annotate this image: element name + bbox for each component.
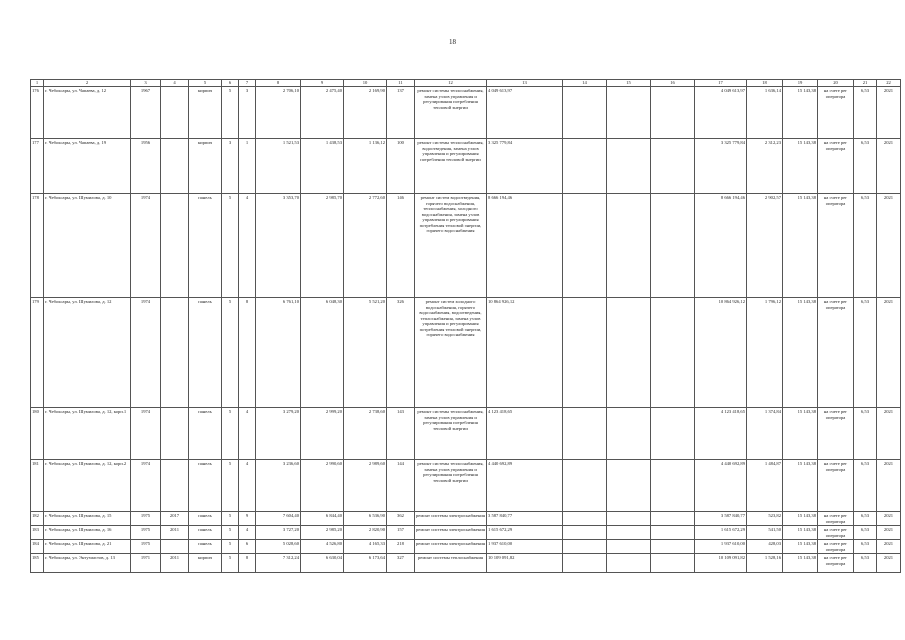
fund-method-cell: на счете рег оператора [818,554,854,573]
owners-funds-cell: 1 937 610,00 [695,540,747,554]
living-area-cell: 6 630,04 [301,554,344,573]
residents-cell: 326 [387,298,415,408]
living-area-cell: 2 475,40 [301,87,344,139]
max-unit-cost-cell: 15 143,38 [783,194,818,298]
owners-funds-cell: 10 864 926,12 [695,298,747,408]
empty-cell [651,408,695,460]
owners-funds-cell: 8 666 194,46 [695,194,747,298]
year-renovation-cell [161,298,189,408]
column-number: 17 [695,80,747,87]
residents-cell: 143 [387,408,415,460]
total-cost-cell: 10 109 091,82 [487,554,563,573]
fund-method-cell: на счете рег оператора [818,540,854,554]
unit-cost-cell: 2 312,23 [747,139,783,194]
rate-cell: 6,53 [854,194,877,298]
year-renovation-cell: 2011 [161,554,189,573]
empty-cell [563,408,607,460]
row-number: 183 [31,526,44,540]
total-cost-cell: 3 325 779,84 [487,139,563,194]
max-unit-cost-cell: 15 143,38 [783,408,818,460]
empty-cell [607,298,651,408]
max-unit-cost-cell: 15 143,38 [783,139,818,194]
total-area-cell: 3 353,70 [256,194,301,298]
column-number-row [31,80,901,87]
year-built-cell: 1967 [131,87,161,139]
empty-cell [651,526,695,540]
residential-area-cell: 6 536,90 [344,512,387,526]
column-number: 6 [222,80,239,87]
living-area-cell: 6 048,30 [301,298,344,408]
year-renovation-cell [161,139,189,194]
residential-area-cell: 5 521,20 [344,298,387,408]
works-cell: ремонт системы электроснабжения [415,512,487,526]
column-number: 10 [344,80,387,87]
column-number: 8 [256,80,301,87]
rate-cell: 6,53 [854,408,877,460]
total-area-cell: 6 761,10 [256,298,301,408]
living-area-cell: 2 990,60 [301,460,344,512]
entrances-cell: 4 [239,460,256,512]
works-cell: ремонт системы теплоснабжения, водоотведения, замена узлов управления и регулирования потребления тепловой энергии [415,139,487,194]
wall-material-cell: кирпич [189,139,222,194]
housing-repair-table [30,79,901,573]
total-area-cell: 3 727,20 [256,526,301,540]
wall-material-cell: панель [189,540,222,554]
total-cost-cell: 1 937 610,00 [487,540,563,554]
column-number: 7 [239,80,256,87]
year-renovation-cell: 2011 [161,526,189,540]
empty-cell [563,298,607,408]
column-number: 4 [161,80,189,87]
total-cost-cell: 8 666 194,46 [487,194,563,298]
living-area-cell: 1 438,53 [301,139,344,194]
owners-funds-cell: 3 587 840,77 [695,512,747,526]
row-number: 176 [31,87,44,139]
max-unit-cost-cell: 15 143,38 [783,298,818,408]
living-area-cell: 2 985,70 [301,194,344,298]
empty-cell [563,526,607,540]
planned-year-cell: 2021 [877,298,901,408]
planned-year-cell: 2021 [877,194,901,298]
rate-cell: 6,53 [854,526,877,540]
entrances-cell: 8 [239,554,256,573]
total-cost-cell: 3 587 840,77 [487,512,563,526]
residential-area-cell: 2 169,90 [344,87,387,139]
planned-year-cell: 2021 [877,139,901,194]
empty-cell [563,554,607,573]
floors-cell: 5 [222,460,239,512]
empty-cell [651,512,695,526]
rate-cell: 6,53 [854,460,877,512]
empty-cell [651,87,695,139]
planned-year-cell: 2021 [877,554,901,573]
empty-cell [651,554,695,573]
floors-cell: 5 [222,554,239,573]
year-built-cell: 1975 [131,512,161,526]
residents-cell: 157 [387,526,415,540]
total-cost-cell: 4 123 418,65 [487,408,563,460]
total-area-cell: 3 279,20 [256,408,301,460]
works-cell: ремонт системы электроснабжения [415,526,487,540]
total-area-cell: 7 312,24 [256,554,301,573]
rate-cell: 6,53 [854,298,877,408]
table-row [31,460,901,512]
total-area-cell: 7 604,40 [256,512,301,526]
entrances-cell: 6 [239,540,256,554]
max-unit-cost-cell: 15 143,38 [783,554,818,573]
works-cell: ремонт системы теплоснабжения, замена узлов управления и регулирования потребления тепловой энергии [415,87,487,139]
planned-year-cell: 2021 [877,540,901,554]
unit-cost-cell: 1 374,84 [747,408,783,460]
year-built-cell: 1975 [131,526,161,540]
unit-cost-cell: 1 796,12 [747,298,783,408]
living-area-cell: 6 844,40 [301,512,344,526]
rate-cell: 6,53 [854,139,877,194]
unit-cost-cell: 2 902,57 [747,194,783,298]
entrances-cell: 4 [239,526,256,540]
planned-year-cell: 2021 [877,460,901,512]
column-number: 15 [607,80,651,87]
column-number: 14 [563,80,607,87]
works-cell: ремонт систем холодного водоснабжения, горячего водоснабжения, водоотведения, теплоснабжения, замена узлов управления и регулирования потребления тепловой энергии, горячего водоснабжения [415,298,487,408]
floors-cell: 5 [222,298,239,408]
max-unit-cost-cell: 15 143,38 [783,540,818,554]
works-cell: ремонт систем водоотведения, горячего водоснабжения, теплоснабжения, холодного водоснабжения, замена узлов управления и регулирования потребления тепловой энергии, горячего водоснабжения [415,194,487,298]
empty-cell [563,512,607,526]
column-number: 22 [877,80,901,87]
residents-cell: 146 [387,194,415,298]
wall-material-cell: панель [189,298,222,408]
page-number: 18 [449,38,456,46]
empty-cell [563,194,607,298]
owners-funds-cell: 4 049 613,97 [695,87,747,139]
planned-year-cell: 2021 [877,87,901,139]
empty-cell [607,526,651,540]
entrances-cell: 9 [239,512,256,526]
column-number: 16 [651,80,695,87]
row-number: 181 [31,460,44,512]
row-number: 180 [31,408,44,460]
year-built-cell: 1971 [131,554,161,573]
owners-funds-cell: 3 325 779,84 [695,139,747,194]
residential-area-cell: 2 738,60 [344,408,387,460]
table-row [31,554,901,573]
floors-cell: 5 [222,87,239,139]
wall-material-cell: панель [189,526,222,540]
year-renovation-cell [161,87,189,139]
empty-cell [563,540,607,554]
living-area-cell: 4 526,80 [301,540,344,554]
residential-area-cell: 6 173,64 [344,554,387,573]
empty-cell [563,460,607,512]
planned-year-cell: 2021 [877,526,901,540]
table-row [31,526,901,540]
row-number: 179 [31,298,44,408]
owners-funds-cell: 4 440 692,89 [695,460,747,512]
year-renovation-cell [161,460,189,512]
total-cost-cell: 10 864 926,12 [487,298,563,408]
address-cell: г. Чебоксары, ул. Шумилова, д. 12, корп.2 [44,460,131,512]
address-cell: г. Чебоксары, ул. Чапаева, д. 19 [44,139,131,194]
fund-method-cell: на счете рег оператора [818,408,854,460]
planned-year-cell: 2021 [877,408,901,460]
unit-cost-cell: 1 636,14 [747,87,783,139]
column-number: 20 [818,80,854,87]
works-cell: ремонт системы теплоснабжения, замена узлов управления и регулирования потребления тепловой энергии [415,408,487,460]
floors-cell: 5 [222,408,239,460]
address-cell: г. Чебоксары, ул. Шумилова, д. 15 [44,512,131,526]
unit-cost-cell: 428,03 [747,540,783,554]
empty-cell [607,139,651,194]
year-built-cell: 1974 [131,194,161,298]
address-cell: г. Чебоксары, ул. Шумилова, д. 12 [44,298,131,408]
max-unit-cost-cell: 15 143,38 [783,87,818,139]
empty-cell [651,139,695,194]
empty-cell [607,540,651,554]
empty-cell [607,194,651,298]
total-area-cell: 1 521,53 [256,139,301,194]
max-unit-cost-cell: 15 143,38 [783,460,818,512]
fund-method-cell: на счете рег оператора [818,194,854,298]
entrances-cell: 3 [239,87,256,139]
wall-material-cell: панель [189,512,222,526]
empty-cell [607,460,651,512]
year-renovation-cell [161,194,189,298]
table-row [31,139,901,194]
total-cost-cell: 4 440 692,89 [487,460,563,512]
table-row [31,512,901,526]
table-row [31,298,901,408]
entrances-cell: 8 [239,298,256,408]
unit-cost-cell: 1 528,16 [747,554,783,573]
entrances-cell: 1 [239,139,256,194]
total-cost-cell: 1 615 672,29 [487,526,563,540]
address-cell: г. Чебоксары, ул. Энтузиастов, д. 13 [44,554,131,573]
residential-area-cell: 2 820,90 [344,526,387,540]
column-number: 18 [747,80,783,87]
address-cell: г. Чебоксары, ул. Чапаева, д. 12 [44,87,131,139]
works-cell: ремонт системы теплоснабжения, замена узлов управления и регулирования потребления тепловой энергии [415,460,487,512]
address-cell: г. Чебоксары, ул. Шумилова, д. 12, корп.1 [44,408,131,460]
year-renovation-cell [161,540,189,554]
floors-cell: 3 [222,139,239,194]
rate-cell: 6,53 [854,512,877,526]
empty-cell [651,540,695,554]
rate-cell: 6,53 [854,554,877,573]
residential-area-cell: 1 136,12 [344,139,387,194]
column-number: 11 [387,80,415,87]
unit-cost-cell: 1 484,87 [747,460,783,512]
works-cell: ремонт системы теплоснабжения [415,554,487,573]
owners-funds-cell: 1 615 672,29 [695,526,747,540]
residential-area-cell: 2 989,60 [344,460,387,512]
year-built-cell: 1956 [131,139,161,194]
floors-cell: 5 [222,526,239,540]
floors-cell: 5 [222,512,239,526]
residential-area-cell: 2 772,60 [344,194,387,298]
empty-cell [607,87,651,139]
column-number: 21 [854,80,877,87]
entrances-cell: 4 [239,408,256,460]
empty-cell [651,298,695,408]
year-built-cell: 1974 [131,460,161,512]
residents-cell: 362 [387,512,415,526]
fund-method-cell: на счете рег оператора [818,512,854,526]
column-number: 1 [31,80,44,87]
wall-material-cell: кирпич [189,87,222,139]
fund-method-cell: на счете рег оператора [818,139,854,194]
residents-cell: 144 [387,460,415,512]
max-unit-cost-cell: 15 143,38 [783,526,818,540]
row-number: 185 [31,554,44,573]
empty-cell [607,512,651,526]
unit-cost-cell: 541,50 [747,526,783,540]
year-built-cell: 1975 [131,540,161,554]
table-row [31,408,901,460]
row-number: 177 [31,139,44,194]
year-renovation-cell: 2017 [161,512,189,526]
wall-material-cell: панель [189,460,222,512]
unit-cost-cell: 523,82 [747,512,783,526]
living-area-cell: 2 999,20 [301,408,344,460]
fund-method-cell: на счете рег оператора [818,87,854,139]
empty-cell [607,408,651,460]
year-renovation-cell [161,408,189,460]
fund-method-cell: на счете рег оператора [818,460,854,512]
year-built-cell: 1974 [131,298,161,408]
residents-cell: 218 [387,540,415,554]
row-number: 184 [31,540,44,554]
column-number: 2 [44,80,131,87]
table-row [31,540,901,554]
owners-funds-cell: 4 123 418,65 [695,408,747,460]
residents-cell: 327 [387,554,415,573]
address-cell: г. Чебоксары, ул. Шумилова, д. 21 [44,540,131,554]
column-number: 12 [415,80,487,87]
column-number: 9 [301,80,344,87]
row-number: 182 [31,512,44,526]
residential-area-cell: 4 165,33 [344,540,387,554]
wall-material-cell: панель [189,408,222,460]
living-area-cell: 2 985,20 [301,526,344,540]
floors-cell: 5 [222,194,239,298]
empty-cell [563,139,607,194]
fund-method-cell: на счете рег оператора [818,526,854,540]
planned-year-cell: 2021 [877,512,901,526]
entrances-cell: 4 [239,194,256,298]
works-cell: ремонт системы электроснабжения [415,540,487,554]
max-unit-cost-cell: 15 143,38 [783,512,818,526]
rate-cell: 6,53 [854,540,877,554]
residents-cell: 100 [387,139,415,194]
table-row [31,87,901,139]
column-number: 3 [131,80,161,87]
residents-cell: 137 [387,87,415,139]
address-cell: г. Чебоксары, ул. Шумилова, д. 16 [44,526,131,540]
empty-cell [651,194,695,298]
total-area-cell: 3 236,60 [256,460,301,512]
total-area-cell: 2 706,10 [256,87,301,139]
column-number: 5 [189,80,222,87]
address-cell: г. Чебоксары, ул. Шумилова, д. 10 [44,194,131,298]
empty-cell [651,460,695,512]
total-area-cell: 5 028,60 [256,540,301,554]
fund-method-cell: на счете рег оператора [818,298,854,408]
total-cost-cell: 4 049 613,97 [487,87,563,139]
floors-cell: 5 [222,540,239,554]
year-built-cell: 1974 [131,408,161,460]
wall-material-cell: панель [189,194,222,298]
owners-funds-cell: 10 109 091,82 [695,554,747,573]
empty-cell [607,554,651,573]
column-number: 13 [487,80,563,87]
row-number: 178 [31,194,44,298]
empty-cell [563,87,607,139]
rate-cell: 6,53 [854,87,877,139]
column-number: 19 [783,80,818,87]
wall-material-cell: кирпич [189,554,222,573]
table-row [31,194,901,298]
